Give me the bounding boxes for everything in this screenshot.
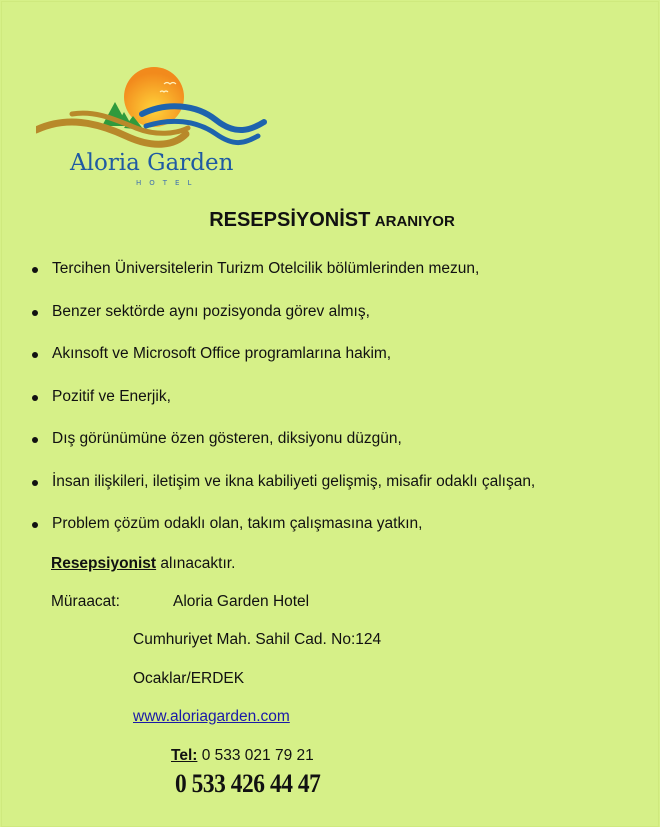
- list-item: Problem çözüm odaklı olan, takım çalışmasına yatkın,: [30, 515, 535, 558]
- bullet-icon: [32, 522, 38, 528]
- logo-name: Aloria Garden: [70, 150, 234, 176]
- tel-line: [171, 747, 314, 765]
- list-item: Dış görünümüne özen gösteren, diksiyonu düzgün,: [30, 430, 535, 473]
- job-ad-page: [1, 1, 659, 827]
- list-item: İnsan ilişkileri, iletişim ve ikna kabiliyeti gelişmiş, misafir odaklı çalışan,: [30, 473, 535, 516]
- bullet-icon: [32, 352, 38, 358]
- bullet-icon: [32, 480, 38, 486]
- list-item: Tercihen Üniversitelerin Turizm Otelcilik bölümlerinden mezun,: [30, 260, 535, 303]
- logo-graphic: [36, 64, 276, 154]
- list-item: Pozitif ve Enerjik,: [30, 388, 535, 431]
- contact-label: Müraacat:: [51, 593, 120, 610]
- bullet-icon: [32, 267, 38, 273]
- requirements-list: [30, 260, 535, 558]
- website-link[interactable]: www.aloriagarden.com: [133, 708, 290, 725]
- headline-suffix: ARANIYOR: [374, 213, 455, 230]
- bullet-icon: [32, 310, 38, 316]
- mobile-number: 0 533 426 44 47: [175, 769, 321, 798]
- headline-title: RESEPSİYONİST: [209, 209, 371, 231]
- address-line-2: Ocaklar/ERDEK: [133, 670, 245, 687]
- tel-label: Tel:: [171, 747, 198, 764]
- list-item: Akınsoft ve Microsoft Office programlarına hakim,: [30, 345, 535, 388]
- logo-subtitle: HOTEL: [136, 179, 200, 187]
- bullet-icon: [32, 437, 38, 443]
- contact-hotel: Aloria Garden Hotel: [173, 593, 310, 610]
- address-line-1: Cumhuriyet Mah. Sahil Cad. No:124: [133, 631, 382, 648]
- list-item: Benzer sektörde aynı pozisyonda görev almış,: [30, 303, 535, 346]
- closing-line: Resepsiyonist alınacaktır.: [51, 555, 236, 572]
- hotel-logo: [36, 64, 276, 194]
- headline: [2, 209, 660, 232]
- position-name: Resepsiyonist: [51, 555, 157, 572]
- tel-number: 0 533 021 79 21: [197, 747, 314, 764]
- bullet-icon: [32, 395, 38, 401]
